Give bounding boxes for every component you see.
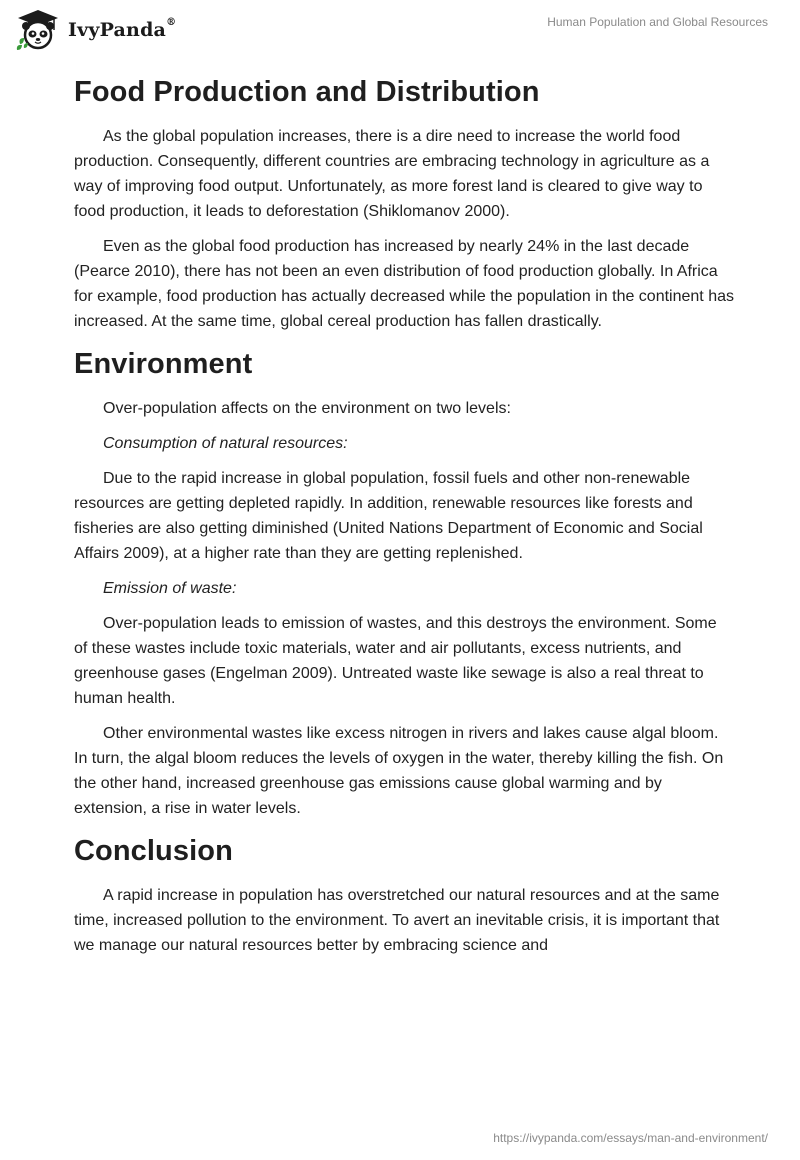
paragraph: As the global population increases, there is a dire need to increase the world food production. Consequently, different countries are embracing technology in agriculture as a way of improving food output. Unfortunately, as more forest land is cleared to give way to food production, it leads to deforestation (Shiklomanov 2000). <box>74 128 710 220</box>
paragraph: A rapid increase in population has overstretched our natural resources and at the same time, increased pollution to the environment. To avert an inevitable crisis, it is important that we manage our natural resources better by embracing science and <box>74 887 720 954</box>
section-heading: Environment <box>74 348 253 380</box>
paragraph: Due to the rapid increase in global population, fossil fuels and other non-renewable resources are getting depleted rapidly. In addition, renewable resources like forests and fisheries are also getting diminished (United Nations Department of Economic and Social Affairs 2009), at a higher rate than they are getting replenished. <box>74 470 703 562</box>
section-heading: Conclusion <box>74 835 233 867</box>
logo-text: IvyPanda® <box>68 17 177 41</box>
panda-graduate-icon <box>14 8 62 52</box>
subheading-italic: Emission of waste: <box>103 580 237 597</box>
registered-mark: ® <box>166 17 177 28</box>
subheading-italic: Consumption of natural resources: <box>103 435 348 452</box>
section-food-production <box>74 72 734 334</box>
section-environment <box>74 344 734 821</box>
paragraph: Over-population leads to emission of wastes, and this destroys the environment. Some of these wastes include toxic materials, water and air pollutants, excess nutrients, and greenhouse gases (Engelman 2009). Untreated waste like sewage is also a real threat to human health. <box>74 615 717 707</box>
page-header <box>0 0 800 60</box>
ivypanda-logo[interactable] <box>14 8 176 52</box>
paragraph: Other environmental wastes like excess nitrogen in rivers and lakes cause algal bloom. In turn, the algal bloom reduces the levels of oxygen in the water, thereby killing the fish. On the other hand, increased greenhouse gas emissions cause global warming and by extension, a rise in water levels. <box>74 725 724 817</box>
paragraph: Even as the global food production has increased by nearly 24% in the last decade (Pearce 2010), there has not been an even distribution of food production globally. In Africa for example, food production has actually decreased while the population in the continent has increased. At the same time, global cereal production has fallen drastically. <box>74 238 734 330</box>
section-conclusion <box>74 831 734 958</box>
section-heading: Food Production and Distribution <box>74 76 540 108</box>
essay-content <box>74 70 734 968</box>
paragraph: Over-population affects on the environment on two levels: <box>103 400 511 417</box>
footer-url-link[interactable]: https://ivypanda.com/essays/man-and-environment/ <box>493 1131 768 1145</box>
document-title: Human Population and Global Resources <box>547 15 768 29</box>
